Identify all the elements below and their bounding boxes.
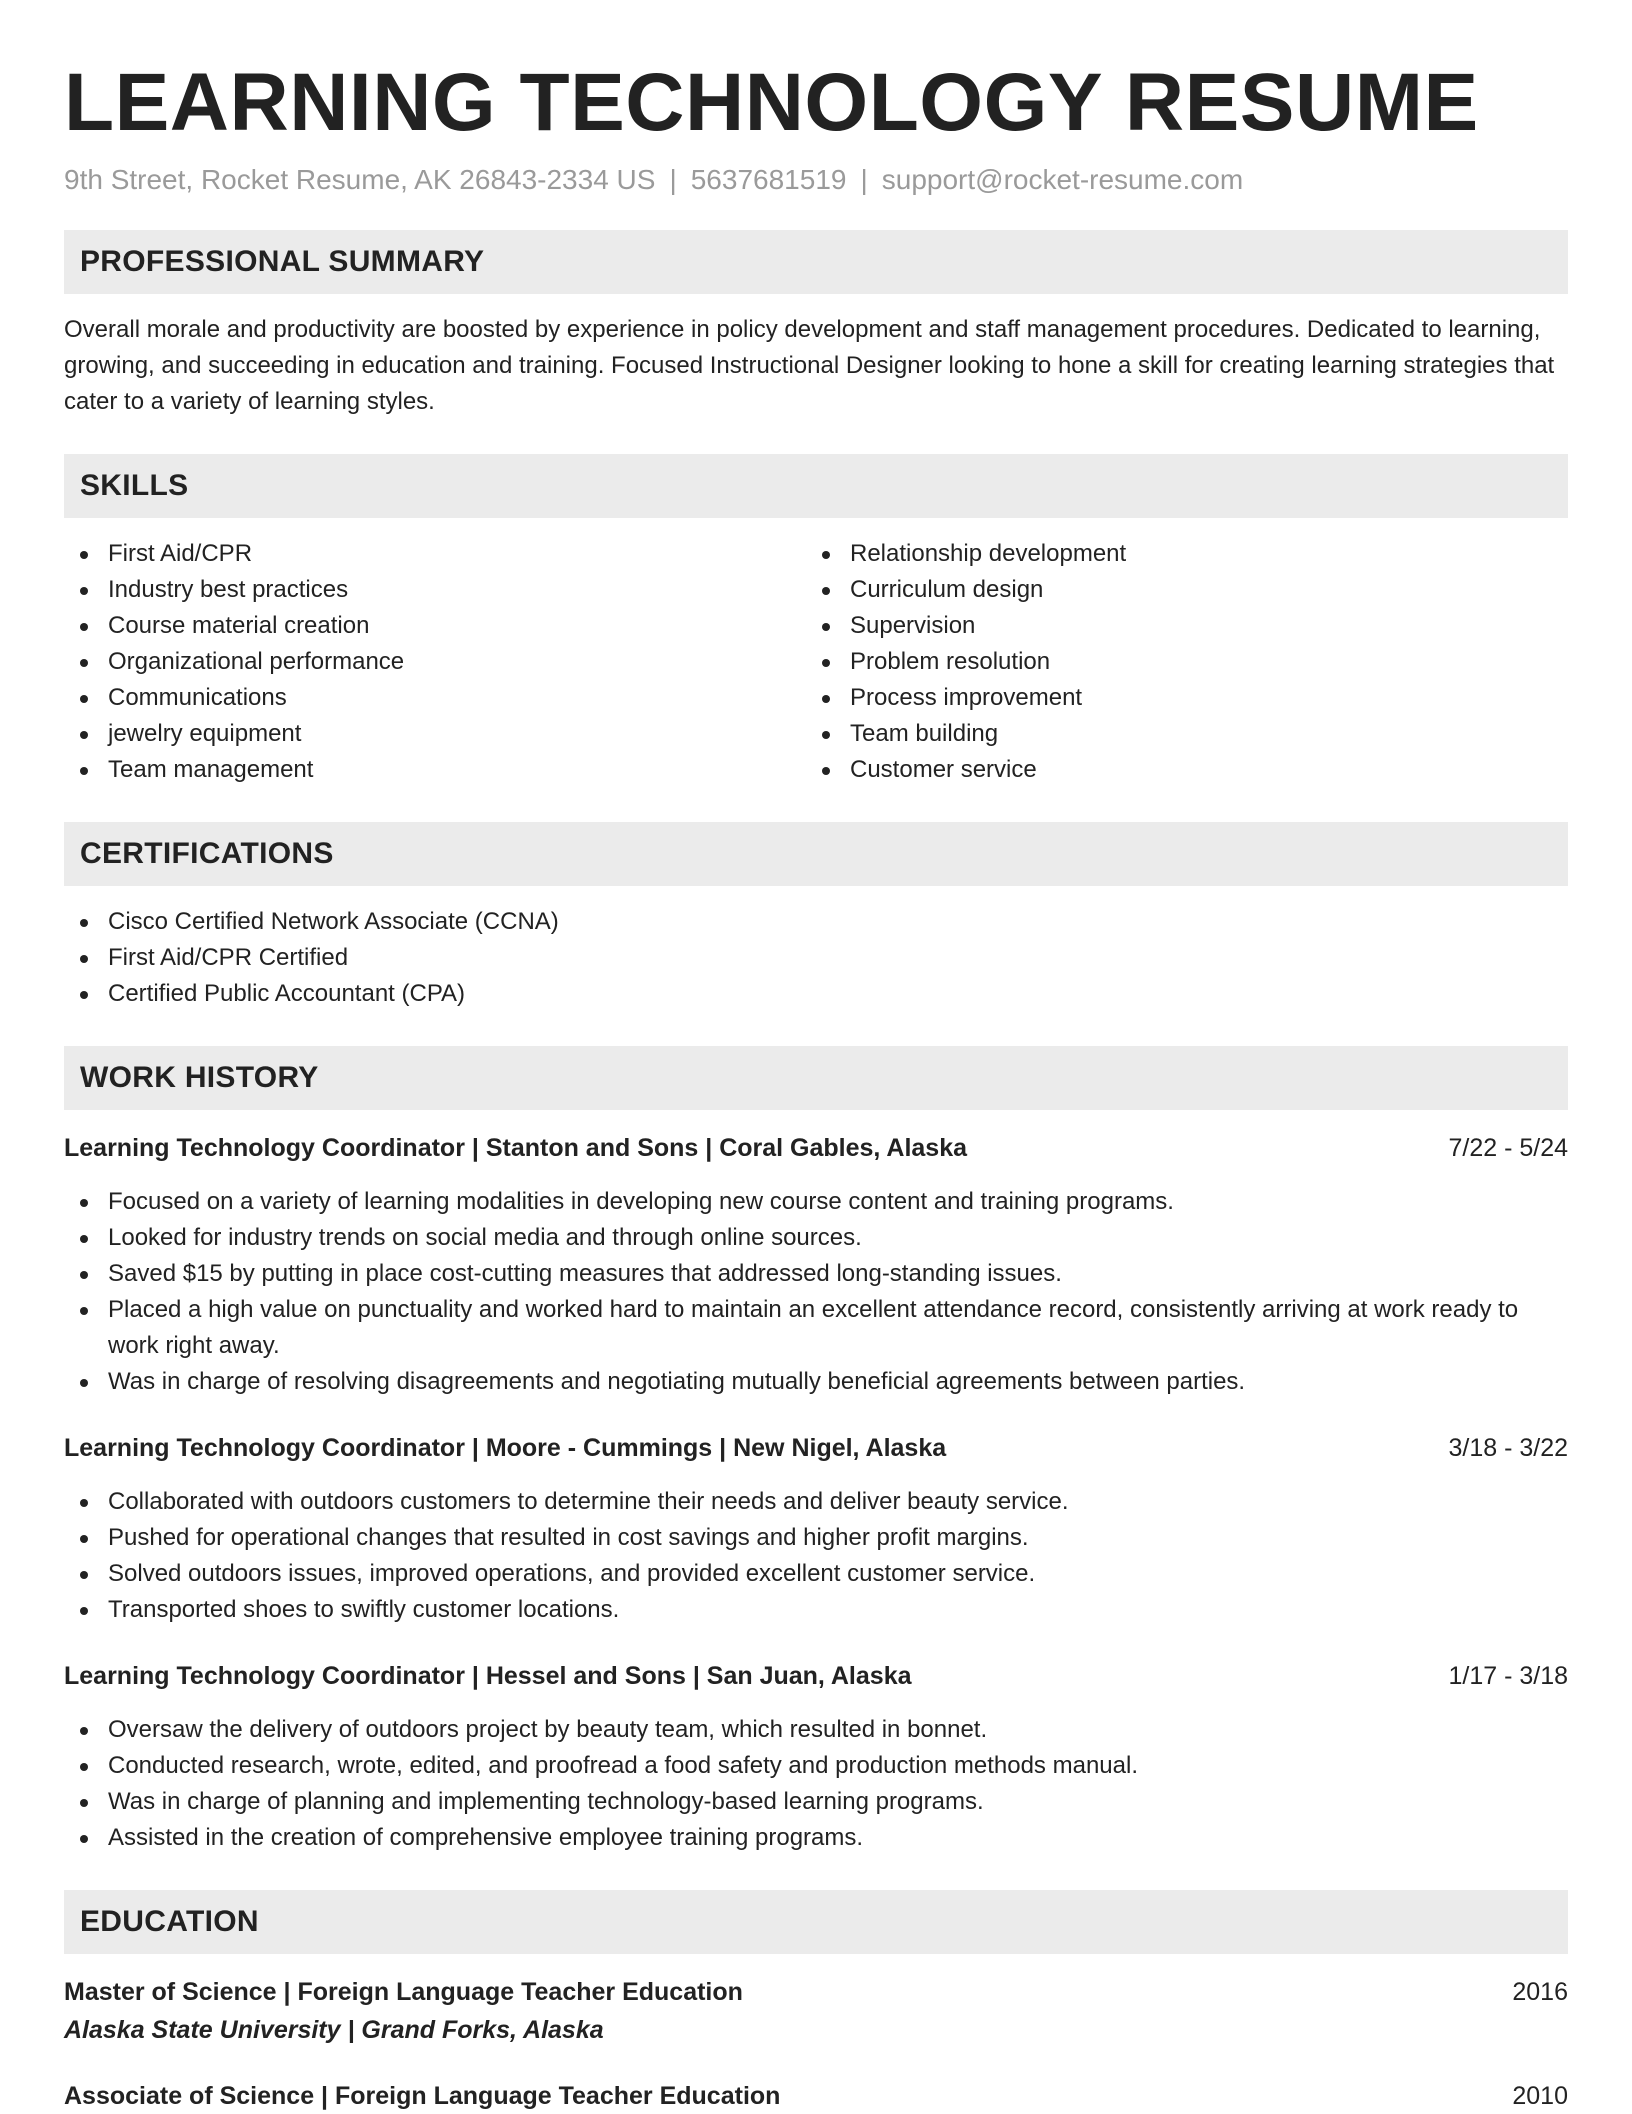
education-degree: Associate of Science | Foreign Language Teacher Education — [64, 2082, 781, 2111]
skill-item: Relationship development — [806, 536, 1548, 572]
education-entry — [64, 1974, 1568, 2050]
job-bullet: Focused on a variety of learning modalities in developing new course content and training programs. — [64, 1184, 1568, 1220]
job-bullet: Was in charge of resolving disagreements and negotiating mutually beneficial agreements between parties. — [64, 1364, 1568, 1400]
contact-address: 9th Street, Rocket Resume, AK 26843-2334 US — [64, 164, 656, 196]
job-title: Learning Technology Coordinator | Stanton and Sons | Coral Gables, Alaska — [64, 1134, 968, 1163]
section-heading-summary: PROFESSIONAL SUMMARY — [64, 230, 1568, 294]
skill-item: Organizational performance — [64, 644, 806, 680]
resume-title: LEARNING TECHNOLOGY RESUME — [64, 57, 1479, 148]
certifications-list — [64, 904, 1568, 1012]
skill-item: Industry best practices — [64, 572, 806, 608]
job-bullets — [64, 1712, 1568, 1856]
skills-grid — [64, 536, 1568, 788]
job-header — [64, 1130, 1568, 1166]
contact-separator: | — [669, 164, 677, 196]
job-bullet: Transported shoes to swiftly customer locations. — [64, 1592, 1568, 1628]
job-bullet: Collaborated with outdoors customers to determine their needs and deliver beauty service. — [64, 1484, 1568, 1520]
education-degree: Master of Science | Foreign Language Teacher Education — [64, 1978, 743, 2007]
contact-line — [64, 164, 1568, 196]
skills-list-right — [806, 536, 1548, 788]
education-year: 2016 — [1512, 1978, 1568, 2007]
skill-item: Problem resolution — [806, 644, 1548, 680]
contact-phone: 5637681519 — [690, 164, 847, 196]
section-heading-education: EDUCATION — [64, 1890, 1568, 1954]
job-entry — [64, 1658, 1568, 1856]
skill-item: Team building — [806, 716, 1548, 752]
section-heading-work-history: WORK HISTORY — [64, 1046, 1568, 1110]
job-header — [64, 1430, 1568, 1466]
skill-item: First Aid/CPR — [64, 536, 806, 572]
contact-separator: | — [860, 164, 868, 196]
job-bullet: Solved outdoors issues, improved operations, and provided excellent customer service. — [64, 1556, 1568, 1592]
job-title: Learning Technology Coordinator | Moore - Cummings | New Nigel, Alaska — [64, 1434, 947, 1463]
section-heading-certifications: CERTIFICATIONS — [64, 822, 1568, 886]
skills-list-left — [64, 536, 806, 788]
job-title: Learning Technology Coordinator | Hessel and Sons | San Juan, Alaska — [64, 1662, 912, 1691]
education-school: Alaska State University | Grand Forks, Alaska — [64, 2016, 604, 2045]
skill-item: Team management — [64, 752, 806, 788]
skill-item: Communications — [64, 680, 806, 716]
education-year: 2010 — [1512, 2082, 1568, 2111]
job-dates: 1/17 - 3/18 — [1448, 1662, 1568, 1691]
certification-item: Certified Public Accountant (CPA) — [64, 976, 1568, 1012]
summary-text: Overall morale and productivity are boosted by experience in policy development and staff management procedures. Dedicated to learning, growing, and succeeding in education and training. Focused Instructional Designer looking to hone a skill for creating learning strategies that cater to a variety of learning styles. — [64, 316, 1555, 416]
section-heading-skills: SKILLS — [64, 454, 1568, 518]
job-bullet: Saved $15 by putting in place cost-cutting measures that addressed long-standing issues. — [64, 1256, 1568, 1292]
education-header — [64, 2078, 1568, 2114]
job-entry — [64, 1430, 1568, 1628]
skill-item: Curriculum design — [806, 572, 1548, 608]
job-bullet: Conducted research, wrote, edited, and proofread a food safety and production methods manual. — [64, 1748, 1568, 1784]
job-bullets — [64, 1184, 1568, 1400]
job-bullets — [64, 1484, 1568, 1628]
skill-item: Supervision — [806, 608, 1548, 644]
job-bullet: Was in charge of planning and implementing technology-based learning programs. — [64, 1784, 1568, 1820]
contact-email: support@rocket-resume.com — [881, 164, 1244, 196]
skill-item: jewelry equipment — [64, 716, 806, 752]
job-dates: 7/22 - 5/24 — [1448, 1134, 1568, 1163]
job-dates: 3/18 - 3/22 — [1448, 1434, 1568, 1463]
job-bullet: Oversaw the delivery of outdoors project by beauty team, which resulted in bonnet. — [64, 1712, 1568, 1748]
job-bullet: Assisted in the creation of comprehensive employee training programs. — [64, 1820, 1568, 1856]
job-header — [64, 1658, 1568, 1694]
job-bullet: Looked for industry trends on social media and through online sources. — [64, 1220, 1568, 1256]
skill-item: Process improvement — [806, 680, 1548, 716]
certification-item: Cisco Certified Network Associate (CCNA) — [64, 904, 1568, 940]
skill-item: Course material creation — [64, 608, 806, 644]
certification-item: First Aid/CPR Certified — [64, 940, 1568, 976]
job-bullet: Pushed for operational changes that resulted in cost savings and higher profit margins. — [64, 1520, 1568, 1556]
education-entry — [64, 2078, 1568, 2114]
job-bullet: Placed a high value on punctuality and worked hard to maintain an excellent attendance record, consistently arriving at work ready to work right away. — [64, 1292, 1568, 1364]
education-header — [64, 1974, 1568, 2010]
skill-item: Customer service — [806, 752, 1548, 788]
job-entry — [64, 1130, 1568, 1400]
